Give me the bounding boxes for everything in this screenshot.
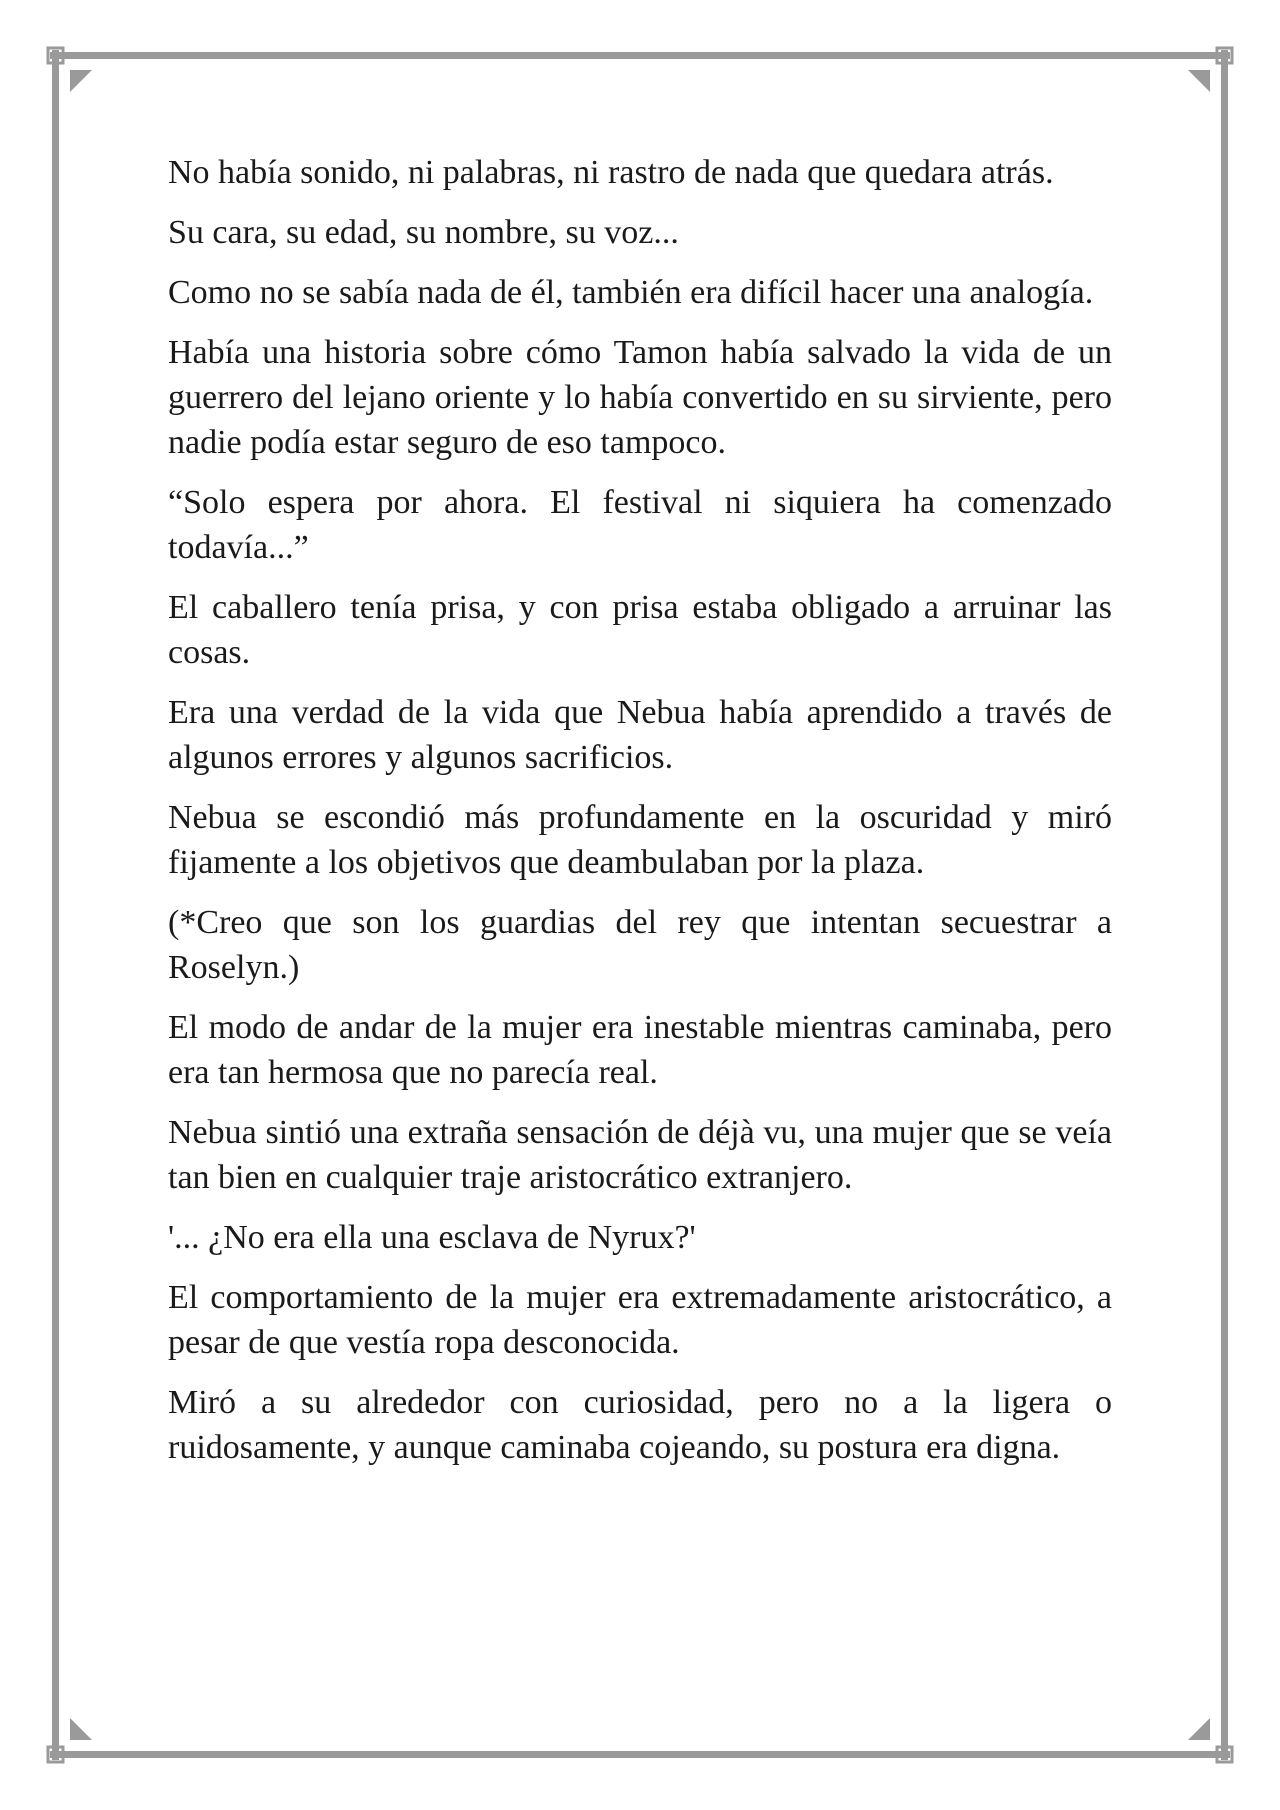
paragraph: Su cara, su edad, su nombre, su voz... <box>168 214 679 251</box>
paragraph: Como no se sabía nada de él, también era difícil hacer una analogía. <box>168 274 1094 311</box>
paragraph: No había sonido, ni palabras, ni rastro de nada que quedara atrás. <box>168 154 1054 191</box>
body-text <box>168 150 1112 1485</box>
paragraph: Miró a su alrededor con curiosidad, pero no a la ligera o ruidosamente, y aunque caminaba cojeando, su postura era digna. <box>168 1384 1112 1466</box>
paragraph: Nebua se escondió más profundamente en la oscuridad y miró fijamente a los objetivos que deambulaban por la plaza. <box>168 799 1112 881</box>
paragraph: El comportamiento de la mujer era extremadamente aristocrático, a pesar de que vestía ropa desconocida. <box>168 1279 1112 1361</box>
paragraph: (*Creo que son los guardias del rey que intentan secuestrar a Roselyn.) <box>168 904 1112 986</box>
paragraph: '... ¿No era ella una esclava de Nyrux?' <box>168 1219 696 1256</box>
paragraph: El modo de andar de la mujer era inestable mientras caminaba, pero era tan hermosa que no parecía real. <box>168 1009 1112 1091</box>
paragraph: Nebua sintió una extraña sensación de déjà vu, una mujer que se veía tan bien en cualquier traje aristocrático extranjero. <box>168 1114 1112 1196</box>
paragraph: “Solo espera por ahora. El festival ni siquiera ha comenzado todavía...” <box>168 484 1112 566</box>
paragraph: El caballero tenía prisa, y con prisa estaba obligado a arruinar las cosas. <box>168 589 1112 671</box>
paragraph: Era una verdad de la vida que Nebua había aprendido a través de algunos errores y algunos sacrificios. <box>168 694 1112 776</box>
paragraph: Había una historia sobre cómo Tamon había salvado la vida de un guerrero del lejano oriente y lo había convertido en su sirviente, pero nadie podía estar seguro de eso tampoco. <box>168 334 1112 461</box>
